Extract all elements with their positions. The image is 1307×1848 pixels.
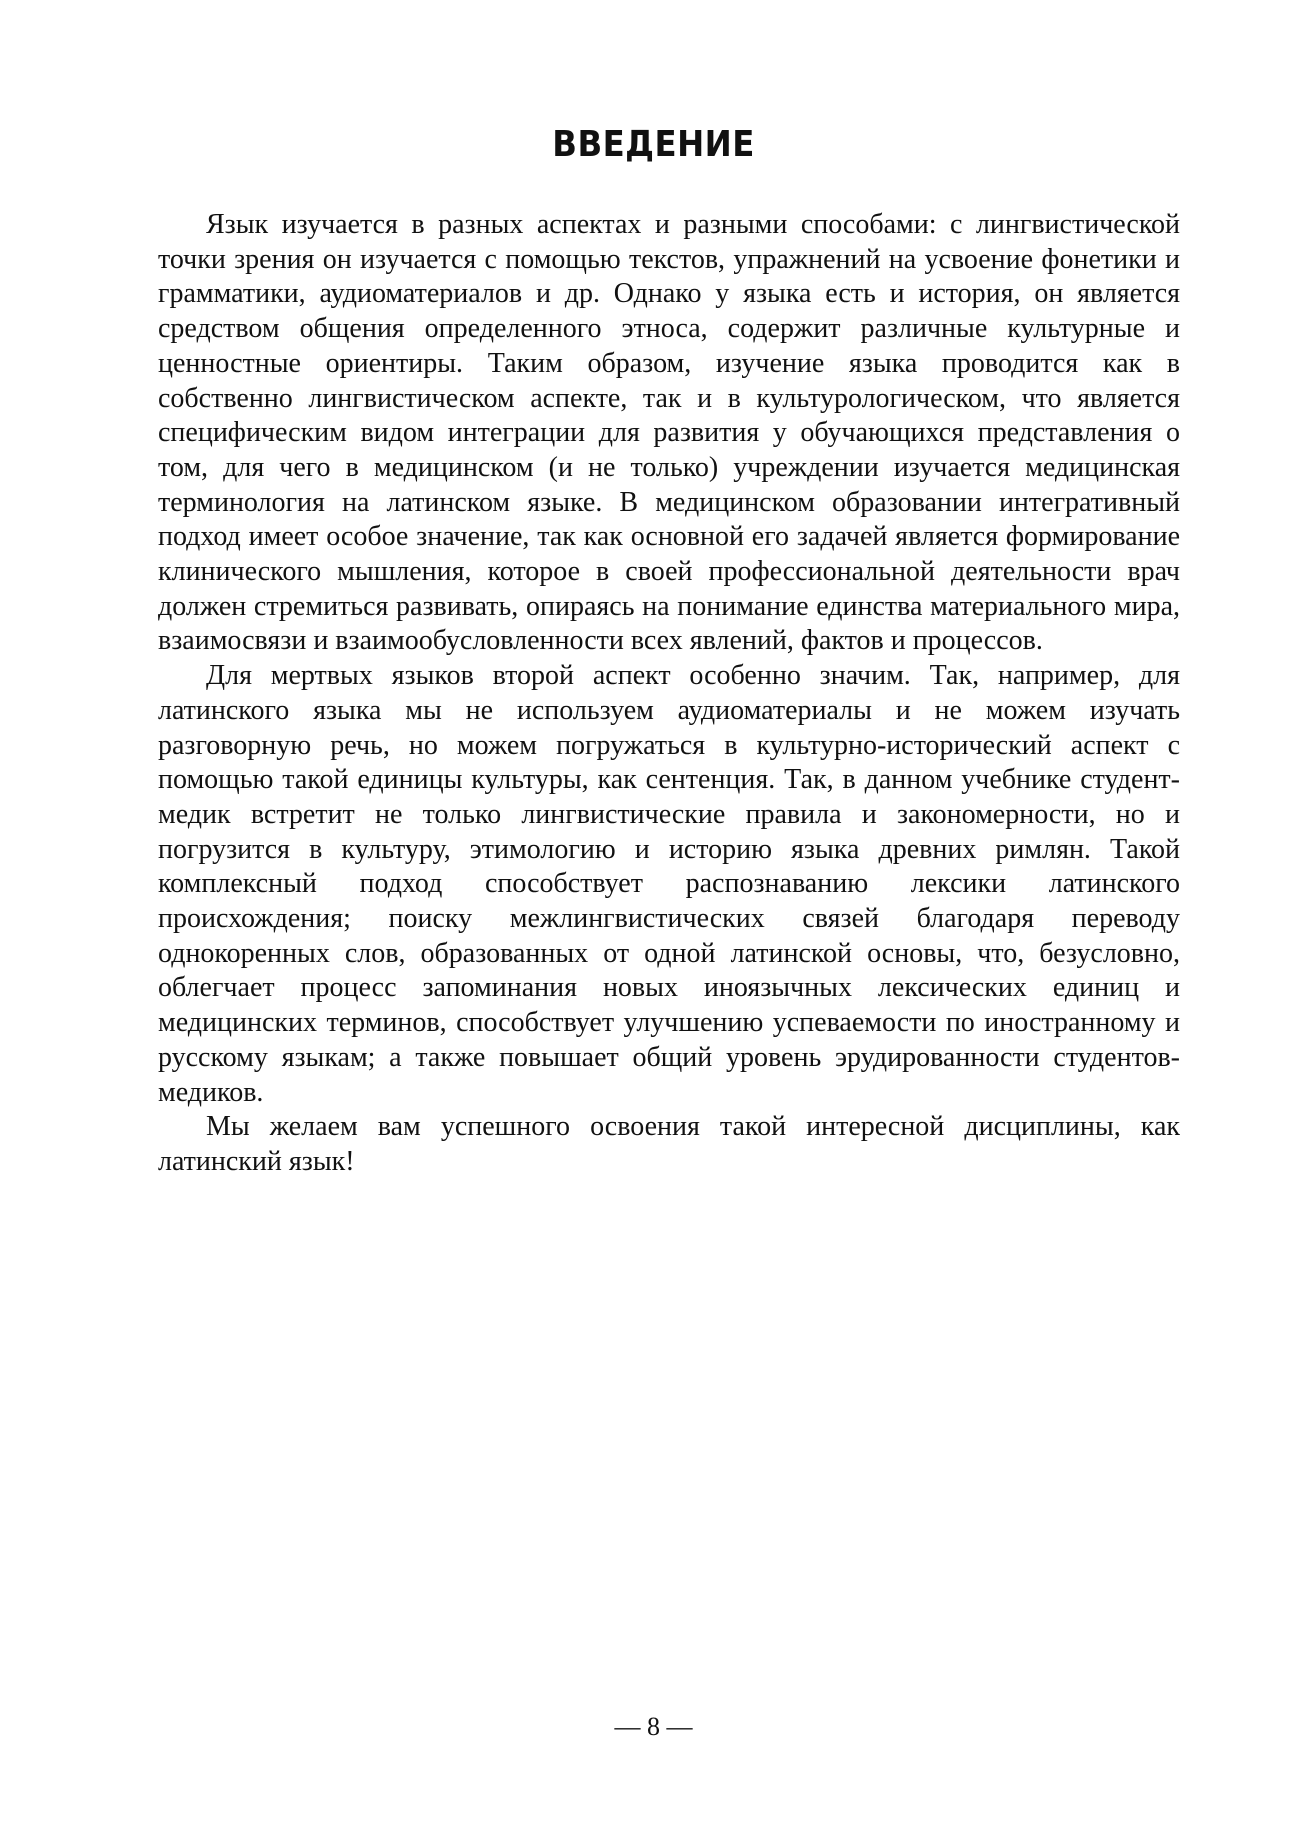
body-text <box>158 208 1180 1180</box>
paragraph-3: Мы желаем вам успешного освоения такой интересной дисциплины, как латинский язык! <box>158 1111 1180 1177</box>
paragraph-1: Язык изучается в разных аспектах и разными способами: с лингвистической точки зрения он изучается с помощью текстов, упражнений на усвоение фонетики и грамматики, аудиоматериалов и др. Однако у языка есть и история, он является средством общения определенного этноса, содержит различные культурные и ценностные ориентиры. Таким образом, изучение языка проводится как в собственно лингвистическом аспекте, так и в культурологическом, что является специфическим видом интеграции для развития у обучающихся представления о том, для чего в медицинском (и не только) учреждении изучается медицинская терминология на латинском языке. В медицинском образовании интегративный подход имеет особое значение, так как основной его задачей является формирование клинического мышления, которое в своей профессиональной деятельности врач должен стремиться развивать, опираясь на понимание единства материального мира, взаимосвязи и взаимообусловленности всех явлений, фактов и процессов. <box>158 209 1180 657</box>
paragraph-2: Для мертвых языков второй аспект особенно значим. Так, например, для латинского языка мы не используем аудиоматериалы и не можем изучать разговорную речь, но можем погружаться в культурно-исторический аспект с помощью такой единицы культуры, как сентенция. Так, в данном учебнике студент-медик встретит не только лингвистические правила и закономерности, но и погрузится в культуру, этимологию и историю языка древних римлян. Такой комплексный подход способствует распознаванию лексики латинского происхождения; поиску межлингвистических связей благодаря переводу однокоренных слов, образованных от одной латинской основы, что, безусловно, облегчает процесс запоминания новых иноязычных лексических единиц и медицинских терминов, способствует улучшению успеваемости по иностранному и русскому языкам; а также повышает общий уровень эрудированности студентов-медиков. <box>158 660 1180 1108</box>
page-number: — 8 — <box>614 1712 693 1741</box>
page-title: ВВЕДЕНИЕ <box>552 124 755 165</box>
